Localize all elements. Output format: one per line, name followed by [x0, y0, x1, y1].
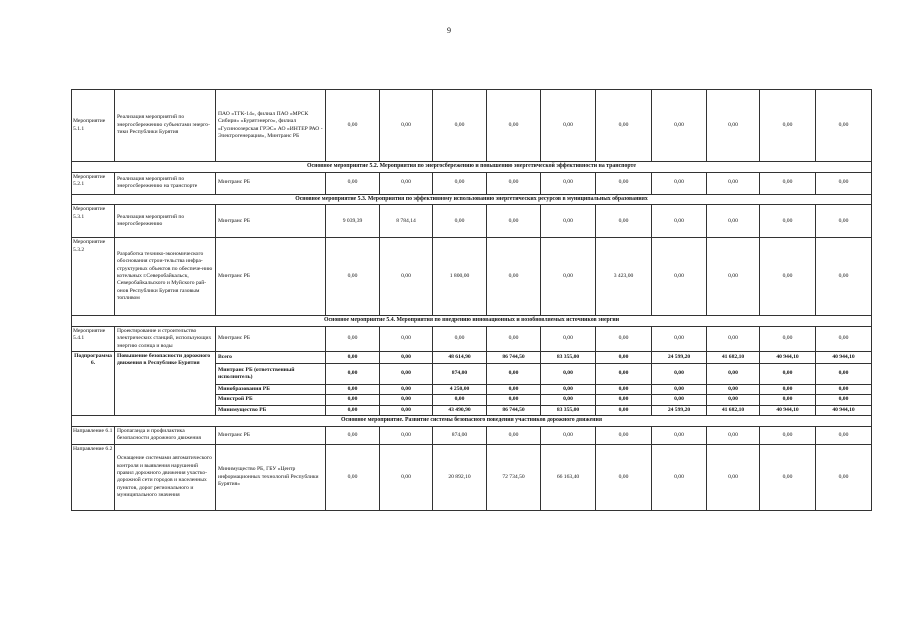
activity-code: Направление 6.2: [72, 444, 115, 510]
section-header-row: [72, 162, 872, 173]
value-cell: 0,00: [760, 385, 816, 395]
value-cell: 0,00: [816, 326, 872, 351]
activity-description: Оснащение системами автоматического контроля и выявления нарушений правил дорожного движения участко-дорожной сети городов и населенных пунктов, дорог регионального и муниципального значения: [115, 444, 216, 510]
value-cell: 0,00: [487, 205, 541, 238]
table-row: [72, 90, 872, 162]
value-cell: 0,00: [487, 238, 541, 316]
executor: Минстрой РБ: [216, 395, 326, 405]
value-cell: 0,00: [760, 172, 816, 194]
value-cell: 0,00: [707, 90, 760, 162]
value-cell: 874,00: [433, 364, 487, 385]
value-cell: 0,00: [380, 385, 433, 395]
section-header-row: [72, 416, 872, 427]
value-cell: 24 599,20: [652, 405, 707, 415]
value-cell: 0,00: [760, 238, 816, 316]
value-cell: 0,00: [433, 172, 487, 194]
value-cell: 0,00: [380, 444, 433, 510]
value-cell: 0,00: [487, 426, 541, 444]
executor: Минимущество РБ, ГБУ «Центр информационных технологий Республики Бурятия»: [216, 444, 326, 510]
executor: Минтранс РБ: [216, 426, 326, 444]
value-cell: 0,00: [380, 405, 433, 415]
value-cell: 0,00: [326, 90, 380, 162]
value-cell: 0,00: [596, 364, 652, 385]
section-title: Основное мероприятие 5.2. Мероприятия по энергосбережению и повышению энергетической эффективности на транспорте: [72, 162, 872, 173]
section-title: Основное мероприятие 5.4. Мероприятия по внедрению инновационных и возобновляемых источников энергии: [72, 316, 872, 327]
activity-description: Реализация мероприятий по энергосбережению субъектами энерго-тики Республики Бурятия: [115, 90, 216, 162]
value-cell: 0,00: [707, 395, 760, 405]
value-cell: 40 944,10: [760, 405, 816, 415]
program-title: Повышение безопасности дорожного движения в Республике Бурятия: [115, 352, 216, 416]
value-cell: 0,00: [326, 426, 380, 444]
executor: Минимущество РБ: [216, 405, 326, 415]
value-cell: 0,00: [326, 395, 380, 405]
value-cell: 0,00: [652, 238, 707, 316]
value-cell: 0,00: [707, 444, 760, 510]
activity-description: Реализация мероприятий по энергосбережению на транспорте: [115, 172, 216, 194]
value-cell: 0,00: [760, 426, 816, 444]
value-cell: 874,00: [433, 426, 487, 444]
value-cell: 0,00: [596, 385, 652, 395]
value-cell: 48 614,90: [433, 352, 487, 364]
value-cell: 0,00: [326, 326, 380, 351]
value-cell: 3 423,00: [596, 238, 652, 316]
value-cell: 40 944,10: [816, 352, 872, 364]
executor: Минтранс РБ: [216, 205, 326, 238]
value-cell: 0,00: [433, 395, 487, 405]
value-cell: 0,00: [433, 90, 487, 162]
section-title: Основное мероприятие. Развитие системы безопасного поведения участников дорожного движения: [72, 416, 872, 427]
value-cell: 0,00: [707, 364, 760, 385]
value-cell: 0,00: [816, 364, 872, 385]
value-cell: 0,00: [487, 90, 541, 162]
value-cell: 0,00: [326, 352, 380, 364]
activity-code: Направление 6.1: [72, 426, 115, 444]
executor: ПАО «ТГК-14», филиал ПАО «МРСК Сибири» «Бурятэнерго», филиал «Гусиноозерская ГРЭС» АО «ИНТЕР РАО - Электрогенерация», Минтранс РБ: [216, 90, 326, 162]
value-cell: 0,00: [707, 205, 760, 238]
value-cell: 0,00: [326, 444, 380, 510]
value-cell: 0,00: [541, 426, 596, 444]
value-cell: 0,00: [652, 90, 707, 162]
value-cell: 0,00: [707, 426, 760, 444]
value-cell: 72 734,50: [487, 444, 541, 510]
value-cell: 0,00: [760, 444, 816, 510]
value-cell: 0,00: [380, 326, 433, 351]
table-row: [72, 205, 872, 238]
activity-code: Мероприятие 5.3.1: [72, 205, 115, 238]
executor: Минтранс РБ: [216, 326, 326, 351]
value-cell: 0,00: [541, 326, 596, 351]
table-row: [72, 238, 872, 316]
value-cell: 0,00: [380, 352, 433, 364]
value-cell: 0,00: [707, 238, 760, 316]
value-cell: 0,00: [487, 385, 541, 395]
value-cell: 24 599,20: [652, 352, 707, 364]
activity-description: Реализация мероприятий по энергосбережению: [115, 205, 216, 238]
value-cell: 0,00: [596, 172, 652, 194]
value-cell: 0,00: [652, 395, 707, 405]
value-cell: 0,00: [380, 172, 433, 194]
program-code: Подпрограмма 6.: [72, 352, 115, 416]
value-cell: 0,00: [816, 426, 872, 444]
executor: Минобразования РБ: [216, 385, 326, 395]
value-cell: 0,00: [816, 385, 872, 395]
value-cell: 0,00: [541, 205, 596, 238]
value-cell: 0,00: [541, 172, 596, 194]
program-row: [72, 352, 872, 364]
value-cell: 0,00: [433, 326, 487, 351]
section-header-row: [72, 316, 872, 327]
value-cell: 0,00: [816, 205, 872, 238]
table-row: [72, 326, 872, 351]
value-cell: 0,00: [652, 326, 707, 351]
value-cell: 0,00: [816, 444, 872, 510]
table-row: [72, 426, 872, 444]
value-cell: 1 800,00: [433, 238, 487, 316]
value-cell: 0,00: [541, 364, 596, 385]
value-cell: 0,00: [326, 385, 380, 395]
value-cell: 0,00: [707, 172, 760, 194]
value-cell: 66 163,40: [541, 444, 596, 510]
value-cell: 0,00: [816, 238, 872, 316]
activity-code: Мероприятие 5.4.1: [72, 326, 115, 351]
value-cell: 0,00: [433, 205, 487, 238]
value-cell: 0,00: [652, 364, 707, 385]
activity-description: Пропаганда и профилактика безопасности дорожного движения: [115, 426, 216, 444]
value-cell: 86 744,50: [487, 352, 541, 364]
value-cell: 0,00: [760, 90, 816, 162]
value-cell: 0,00: [487, 172, 541, 194]
value-cell: 83 355,00: [541, 352, 596, 364]
executor: Всего: [216, 352, 326, 364]
value-cell: 0,00: [380, 238, 433, 316]
value-cell: 0,00: [596, 426, 652, 444]
value-cell: 0,00: [487, 364, 541, 385]
value-cell: 0,00: [596, 395, 652, 405]
activity-code: Мероприятие 5.2.1: [72, 172, 115, 194]
value-cell: 0,00: [652, 444, 707, 510]
value-cell: 0,00: [326, 405, 380, 415]
value-cell: 0,00: [380, 90, 433, 162]
section-title: Основное мероприятие 5.3. Мероприятия по эффективному использованию энергетических ресурсов в муниципальных образованиях: [72, 194, 872, 205]
table-row: [72, 444, 872, 510]
value-cell: 0,00: [707, 326, 760, 351]
value-cell: 0,00: [760, 326, 816, 351]
executor: Минтранс РБ: [216, 238, 326, 316]
budget-table: [71, 89, 872, 511]
value-cell: 0,00: [326, 238, 380, 316]
value-cell: 9 039,39: [326, 205, 380, 238]
value-cell: 0,00: [760, 395, 816, 405]
activity-description: Разработка технико-экономического обоснования строи-тельства инфра-структурных объектов по обеспече-нию котельных г.Северобайкальск, Северобайкальского и Муйского рай-онов Республики Бурятия газовым топливом: [115, 238, 216, 316]
value-cell: 0,00: [760, 364, 816, 385]
value-cell: 0,00: [816, 172, 872, 194]
value-cell: 0,00: [541, 395, 596, 405]
table-row: [72, 172, 872, 194]
value-cell: 0,00: [596, 90, 652, 162]
section-header-row: [72, 194, 872, 205]
value-cell: 43 490,90: [433, 405, 487, 415]
value-cell: 41 682,10: [707, 405, 760, 415]
value-cell: 0,00: [707, 385, 760, 395]
value-cell: 0,00: [487, 395, 541, 405]
value-cell: 0,00: [652, 172, 707, 194]
value-cell: 0,00: [596, 326, 652, 351]
value-cell: 0,00: [760, 205, 816, 238]
value-cell: 40 944,10: [760, 352, 816, 364]
value-cell: 83 355,00: [541, 405, 596, 415]
value-cell: 0,00: [326, 172, 380, 194]
value-cell: 20 892,10: [433, 444, 487, 510]
value-cell: 4 250,00: [433, 385, 487, 395]
value-cell: 0,00: [487, 326, 541, 351]
value-cell: 0,00: [596, 205, 652, 238]
value-cell: 0,00: [652, 426, 707, 444]
value-cell: 0,00: [380, 364, 433, 385]
value-cell: 86 744,50: [487, 405, 541, 415]
value-cell: 0,00: [652, 385, 707, 395]
page-number: 9: [447, 26, 451, 35]
value-cell: 0,00: [596, 405, 652, 415]
value-cell: 8 784,14: [380, 205, 433, 238]
executor: Минтранс РБ (ответственный исполнитель): [216, 364, 326, 385]
activity-description: Проектирование и строительство электрических станций, использующих энергию солнца и воды: [115, 326, 216, 351]
value-cell: 0,00: [541, 385, 596, 395]
value-cell: 0,00: [380, 395, 433, 405]
value-cell: 0,00: [541, 238, 596, 316]
activity-code: Мероприятие 5.3.2: [72, 238, 115, 316]
value-cell: 0,00: [596, 444, 652, 510]
value-cell: 0,00: [326, 364, 380, 385]
value-cell: 40 944,10: [816, 405, 872, 415]
value-cell: 0,00: [541, 90, 596, 162]
value-cell: 0,00: [652, 205, 707, 238]
value-cell: 0,00: [816, 395, 872, 405]
activity-code: Мероприятие 5.1.1: [72, 90, 115, 162]
executor: Минтранс РБ: [216, 172, 326, 194]
value-cell: 41 682,10: [707, 352, 760, 364]
value-cell: 0,00: [596, 352, 652, 364]
value-cell: 0,00: [816, 90, 872, 162]
value-cell: 0,00: [380, 426, 433, 444]
